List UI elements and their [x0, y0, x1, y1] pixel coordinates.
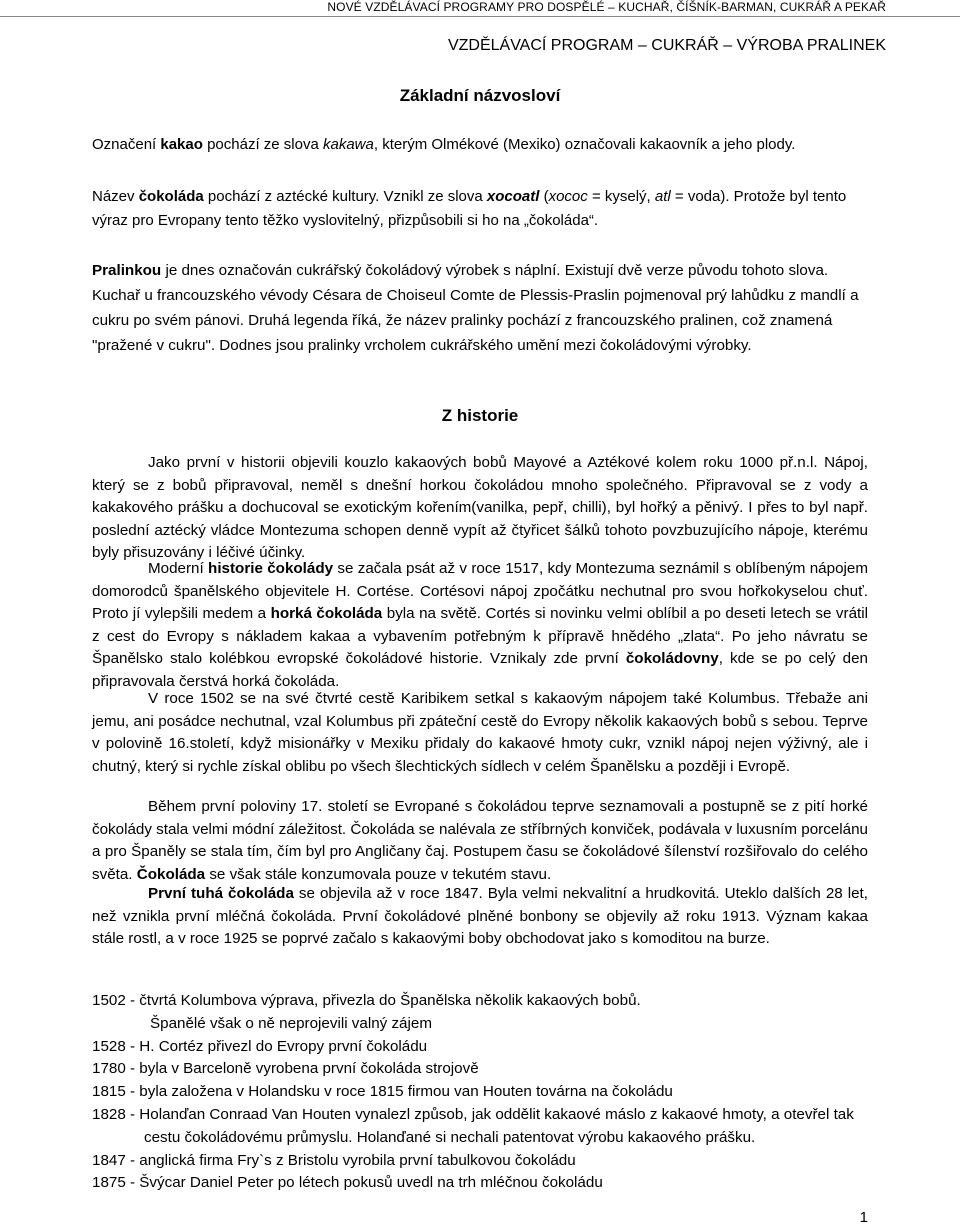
text-run: ( [539, 188, 549, 205]
text-run: Moderní [148, 560, 209, 577]
term-horka-cokolada: horká čokoláda [270, 605, 383, 623]
header-rule [0, 16, 960, 17]
timeline-item: 1847 - anglická firma Fry`s z Bristolu vyrobila první tabulkovou čokoládu [92, 1151, 576, 1169]
text-run: = kyselý, [587, 188, 655, 205]
term-atl: atl [654, 188, 671, 205]
text-run: pochází z aztécké kultury. Vznikl ze slova [203, 188, 487, 205]
text-run: = voda). Protože byl tento výraz pro Evropany tento těžko vyslovitelný, přizpůsobili si ho na „čokoláda“. [92, 188, 847, 229]
text-run: Označení [92, 136, 161, 153]
paragraph-cokolada [92, 185, 868, 232]
header-program-title: VZDĚLÁVACÍ PROGRAM – CUKRÁŘ – VÝROBA PRALINEK [447, 37, 886, 54]
history-paragraph-2 [92, 558, 868, 694]
timeline-item: 1815 - byla založena v Holandsku v roce 1815 firmou van Houten továrna na čokoládu [92, 1083, 673, 1101]
term-cokolada: Čokoláda [136, 865, 206, 883]
text-run: se začala psát až v roce 1517, kdy Montezuma seznámil s oblíbeným nápojem domorodců španělského objevitele H. Cortése. Cortésovi nápoj zpočátku nechutnal pro svou hořkokyselou chuť. Proto jí vylepšili medem a [92, 560, 868, 623]
term-xococ: xococ [548, 188, 588, 205]
text-run: se objevila až v roce 1847. Byla velmi nekvalitní a hrudkovitá. Uteklo dalších 28 let, než vznikla první mléčná čokoláda. První čokoládové plněné bonbony se objevily až roku 1913. Význam kakaa stále rostl, a v roce 1925 se poprvé začalo s kakaovými boby obchodovat jako s komoditou na burze. [92, 885, 868, 948]
text-run: byla na světě. Cortés si novinku velmi oblíbil a po deseti letech se vrátil z cest do Evropy s nákladem kakaa a vybavením potřebným k přípravě hnědého „zlata“. Po jeho návratu se Španělsko stalo kolébkou evropské čokoládové historie. Vznikaly zde první [92, 605, 868, 668]
timeline-list [92, 990, 872, 1195]
timeline-item: 1502 - čtvrtá Kolumbova výprava, přivezla do Španělska několik kakaových bobů. [92, 992, 641, 1009]
text-run: , kterým Olmékové (Mexiko) označovali kakaovník a jeho plody. [373, 136, 796, 153]
timeline-item: 1828 - Holanďan Conraad Van Houten vynalezl způsob, jak oddělit kakaové máslo z kakaové hmoty, a otevřel tak cestu čokoládovému průmyslu. Holanďané si nechali patentovat výrobu kakaového prášku. [92, 1105, 854, 1146]
term-pralinka: Pralinkou [92, 262, 162, 279]
term-cokolada: čokoláda [138, 188, 204, 205]
timeline-item-continuation: Španělé však o ně neprojevili valný zájem [150, 1014, 432, 1032]
text-run: pochází ze slova [202, 136, 323, 153]
text-run: je dnes označován cukrářský čokoládový výrobek s náplní. Existují dvě verze původu tohoto slova. Kuchař u francouzského vévody Césara de Choiseul Comte de Plessis-Praslin pojmenoval prý lahůdku z mandlí a cukru po svém pánovi. Druhá legenda říká, že název pralinky pochází z francouzského pralinen, což znamená "pražené v cukru". Dodnes jsou pralinky vrcholem cukrářského umění mezi čokoládovými výrobky. [92, 262, 859, 354]
timeline-item: 1528 - H. Cortéz přivezl do Evropy první čokoládu [92, 1037, 428, 1055]
header-series-title: NOVÉ VZDĚLÁVACÍ PROGRAMY PRO DOSPĚLÉ – KUCHAŘ, ČÍŠNÍK-BARMAN, CUKRÁŘ A PEKAŘ [327, 0, 886, 14]
timeline-item: 1780 - byla v Barceloně vyrobena první čokoláda strojově [92, 1060, 479, 1078]
term-xocoatl: xocoatl [486, 188, 540, 205]
paragraph-kakao [92, 133, 868, 157]
term-prvni-tuha-cokolada: První tuhá čokoláda [148, 885, 294, 902]
text-run: Během první poloviny 17. století se Evropané s čokoládou teprve seznamovali a postupně se z pití horké čokolády stala velmi módní záležitost. Čokoláda se nalévala ze stříbrných konviček, podávala v luxusním porcelánu a pro Španěly se stala tím, čím byl pro Angličany čaj. Postupem času se čokoládové šílenství rozšiřovalo do celého světa. [92, 798, 868, 883]
timeline-item: 1875 - Švýcar Daniel Peter po létech pokusů uvedl na trh mléčnou čokoládu [92, 1174, 603, 1192]
paragraph-pralinka [92, 258, 868, 358]
history-paragraph-1: Jako první v historii objevili kouzlo kakaových bobů Mayové a Aztékové kolem roku 1000 př.n.l. Nápoj, který se z bobů připravoval, neměl s dnešní horkou čokoládou mnoho společného. Připravoval se z vody a kakakového prášku a dochucoval se exotickým kořením(vanilka, pepř, chilli), byl hořký a pěnivý. I přes to byl např. poslední aztécký vládce Montezuma schopen denně vypít až čtyřicet šálků tohoto povzbuzujícího nápoje, kterému byly přisuzovány i léčivé účinky. [92, 454, 868, 562]
page-number: 1 [859, 1209, 868, 1226]
text-run: , kde se po celý den připravovala čerstvá horká čokoláda. [92, 650, 869, 690]
term-cokoladovny: čokoládovny [625, 650, 719, 668]
history-paragraph-3: V roce 1502 se na své čtvrté cestě Karibikem setkal s kakaovým nápojem také Kolumbus. Třebaže ani jemu, ani posádce nechutnal, vzal Kolumbus při zpáteční cestě do Evropy několik kakaových bobů s sebou. Teprve v polovině 16.století, když misionářky v Mexiku přidaly do kakaové hmoty cukr, vznikl nápoj nejen výživný, ale i chutný, který si rychle získal oblibu po všech šlechtických sídlech v celém Španělsku a později i Evropě. [92, 690, 868, 775]
text-run: Název [92, 188, 139, 205]
history-paragraph-5 [92, 883, 868, 951]
term-kakao: kakao [160, 136, 203, 153]
term-kakawa: kakawa [323, 136, 374, 153]
term-historie-cokolady: historie čokolády [208, 560, 334, 577]
history-paragraph-4 [92, 796, 868, 886]
text-run: se však stále konzumovala pouze v tekutém stavu. [205, 865, 552, 883]
section-title-nazvoslovi: Základní názvosloví [399, 86, 561, 105]
section-title-historie: Z historie [441, 406, 519, 425]
